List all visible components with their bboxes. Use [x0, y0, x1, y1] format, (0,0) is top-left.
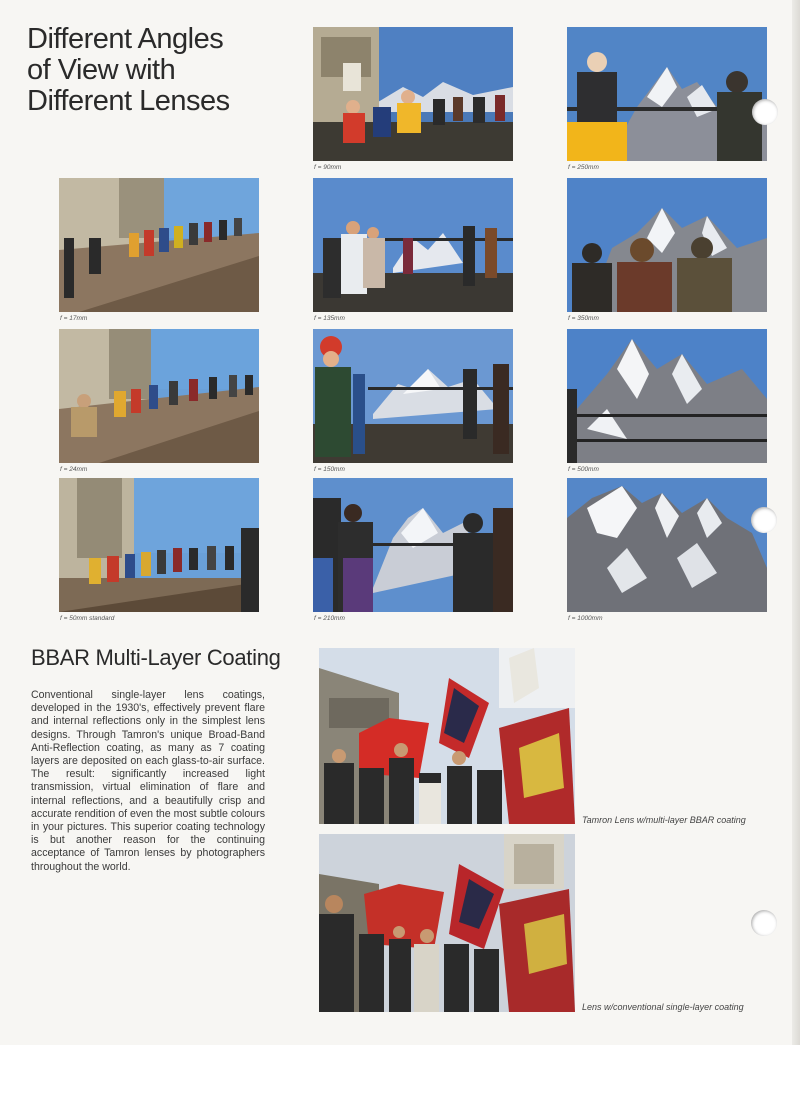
photo-210mm — [313, 478, 513, 612]
binder-hole-middle — [751, 507, 777, 533]
binder-hole-bottom — [751, 910, 777, 936]
photo-150mm — [313, 329, 513, 463]
photo-135mm — [313, 178, 513, 312]
caption-24mm: f = 24mm — [60, 466, 88, 473]
caption-500mm: f = 500mm — [568, 466, 599, 473]
photo-bbar-coating — [319, 648, 575, 824]
photo-50mm-standard — [59, 478, 259, 612]
photo-24mm — [59, 329, 259, 463]
page-margin-bottom — [0, 1045, 800, 1100]
caption-1000mm: f = 1000mm — [568, 615, 603, 622]
photo-350mm — [567, 178, 767, 312]
page-edge-shadow — [792, 0, 800, 1045]
caption-50mm-standard: f = 50mm standard — [60, 615, 115, 622]
photo-500mm — [567, 329, 767, 463]
caption-17mm: f = 17mm — [60, 315, 88, 322]
binder-hole-top — [752, 99, 778, 125]
caption-150mm: f = 150mm — [314, 466, 345, 473]
caption-single-layer: Lens w/conventional single-layer coating — [582, 1002, 744, 1012]
page-title: Different Angles of View with Different Lenses — [27, 23, 230, 117]
coating-body-text: Conventional single-layer lens coatings, developed in the 1930's, effectively prevent flare and internal reflections only in the simplest lens designs. Through Tamron's unique Broad-Band Anti-Reflection coating, as many as 7 coating layers are deposited on each glass-to-air surface. The result: significantly increased light transmission, virtual elimination of flare and internal reflections, and a beautifully crisp and accurate rendition of even the most subtle colours in your pictures. This superior coating technology is but another reason for the continuing acceptance of Tamron lenses by photographers throughout the world. — [31, 689, 265, 873]
photo-single-layer-coating — [319, 834, 575, 1012]
photo-90mm — [313, 27, 513, 161]
photo-1000mm — [567, 478, 767, 612]
caption-210mm: f = 210mm — [314, 615, 345, 622]
photo-250mm — [567, 27, 767, 161]
caption-350mm: f = 350mm — [568, 315, 599, 322]
caption-250mm: f = 250mm — [568, 164, 599, 171]
coating-section-title: BBAR Multi-Layer Coating — [31, 645, 281, 670]
caption-135mm: f = 135mm — [314, 315, 345, 322]
photo-17mm — [59, 178, 259, 312]
caption-bbar: Tamron Lens w/multi-layer BBAR coating — [582, 815, 746, 825]
caption-90mm: f = 90mm — [314, 164, 342, 171]
